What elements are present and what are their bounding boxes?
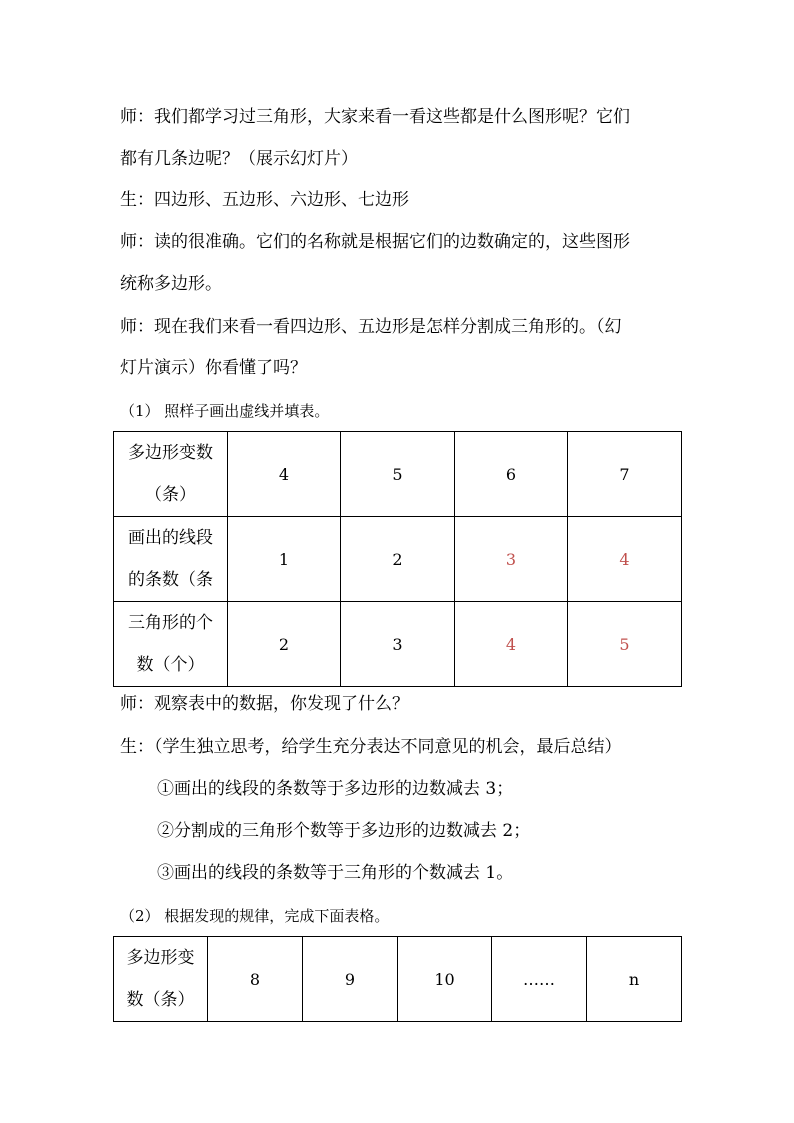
table-cell: 5 bbox=[341, 432, 455, 517]
paragraph-3-line-2: 统称多边形。 bbox=[120, 274, 222, 294]
table-1-row-triangles bbox=[114, 602, 682, 687]
table-cell: 9 bbox=[303, 937, 398, 1022]
rule-1: ①画出的线段的条数等于多边形的边数减去 3； bbox=[157, 779, 514, 799]
table-2-row-header: 多边形变 数（条） bbox=[114, 937, 208, 1022]
table-cell: …… bbox=[492, 937, 587, 1022]
table-cell: 3 bbox=[341, 602, 455, 687]
rule-2: ②分割成的三角形个数等于多边形的边数减去 2； bbox=[157, 821, 531, 841]
table-1-row-segments bbox=[114, 517, 682, 602]
table-1 bbox=[113, 431, 682, 687]
table-cell: 2 bbox=[341, 517, 455, 602]
table-2 bbox=[113, 936, 682, 1022]
table-cell-answer: 5 bbox=[568, 602, 682, 687]
paragraph-3-line-1: 师：读的很准确。它们的名称就是根据它们的边数确定的，这些图形 bbox=[120, 232, 630, 252]
paragraph-1-line-1: 师：我们都学习过三角形，大家来看一看这些都是什么图形呢？它们 bbox=[120, 107, 630, 127]
paragraph-6: 生：（学生独立思考，给学生充分表达不同意见的机会，最后总结） bbox=[120, 737, 622, 757]
table-cell: 10 bbox=[398, 937, 492, 1022]
task-1-instruction: （1） 照样子画出虚线并填表。 bbox=[120, 402, 330, 420]
table-1-row-header: 三角形的个 数（个） bbox=[114, 602, 228, 687]
table-cell: 7 bbox=[568, 432, 682, 517]
table-cell-answer: 4 bbox=[568, 517, 682, 602]
table-cell: 2 bbox=[228, 602, 341, 687]
table-1-row-header: 多边形变数 （条） bbox=[114, 432, 228, 517]
table-cell: 1 bbox=[228, 517, 341, 602]
table-cell-answer: 3 bbox=[455, 517, 568, 602]
table-2-row bbox=[114, 937, 682, 1022]
paragraph-1-line-2: 都有几条边呢？（展示幻灯片） bbox=[120, 149, 358, 169]
table-cell: 4 bbox=[228, 432, 341, 517]
table-cell: 8 bbox=[208, 937, 303, 1022]
paragraph-4-line-2: 灯片演示）你看懂了吗？ bbox=[120, 358, 307, 378]
paragraph-4-line-1: 师：现在我们来看一看四边形、五边形是怎样分割成三角形的。（幻 bbox=[120, 317, 622, 337]
paragraph-2: 生：四边形、五边形、六边形、七边形 bbox=[120, 190, 409, 210]
table-1-row-header: 画出的线段 的条数（条 bbox=[114, 517, 228, 602]
table-cell: 6 bbox=[455, 432, 568, 517]
rule-3: ③画出的线段的条数等于三角形的个数减去 1。 bbox=[157, 863, 514, 883]
task-2-instruction: （2） 根据发现的规律，完成下面表格。 bbox=[120, 907, 390, 925]
table-cell: n bbox=[587, 937, 682, 1022]
paragraph-5: 师：观察表中的数据，你发现了什么？ bbox=[120, 694, 409, 714]
table-cell-answer: 4 bbox=[455, 602, 568, 687]
table-1-row-sides bbox=[114, 432, 682, 517]
